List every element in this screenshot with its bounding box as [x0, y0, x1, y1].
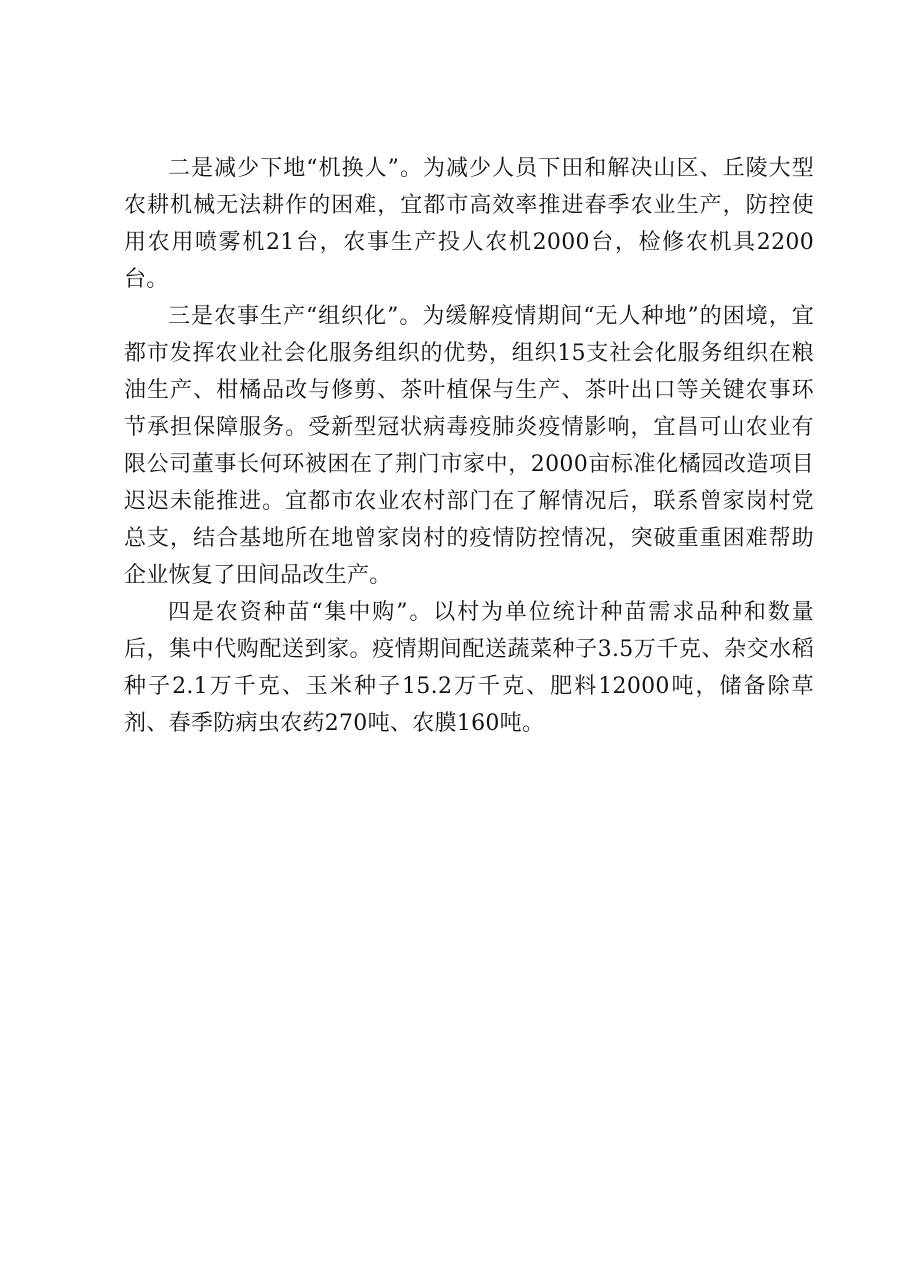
paragraph-organized-farming: 三是农事生产“组织化”。为缓解疫情期间“无人种地”的困境，宜都市发挥农业社会化服务组织的优势，组织15支社会化服务组织在粮油生产、柑橘品改与修剪、茶叶植保与生产、茶叶出口等关键农事环节承担保障服务。受新型冠状病毒疫肺炎疫情影响，宜昌可山农业有限公司董事长何环被困在了荆门市家中，2000亩标准化橘园改造项目迟迟未能推进。宜都市农业农村部门在了解情况后，联系曾家岗村党总支，结合基地所在地曾家岗村的疫情防控情况，突破重重困难帮助企业恢复了田间品改生产。: [124, 304, 814, 588]
paragraph-machine-replaces-labor: 二是减少下地“机换人”。为减少人员下田和解决山区、丘陵大型农耕机械无法耕作的困难，宜都市高效率推进春季农业生产，防控使用农用喷雾机21台，农事生产投人农机2000台，检修农机具2200台。: [124, 156, 814, 292]
document-body: [124, 150, 814, 742]
paragraph-centralized-purchasing: 四是农资种苗“集中购”。以村为单位统计种苗需求品种和数量后，集中代购配送到家。疫情期间配送蔬菜种子3.5万千克、杂交水稻种子2.1万千克、玉米种子15.2万千克、肥料12000吨，储备除草剂、春季防病虫农药270吨、农膜160吨。: [124, 600, 814, 736]
